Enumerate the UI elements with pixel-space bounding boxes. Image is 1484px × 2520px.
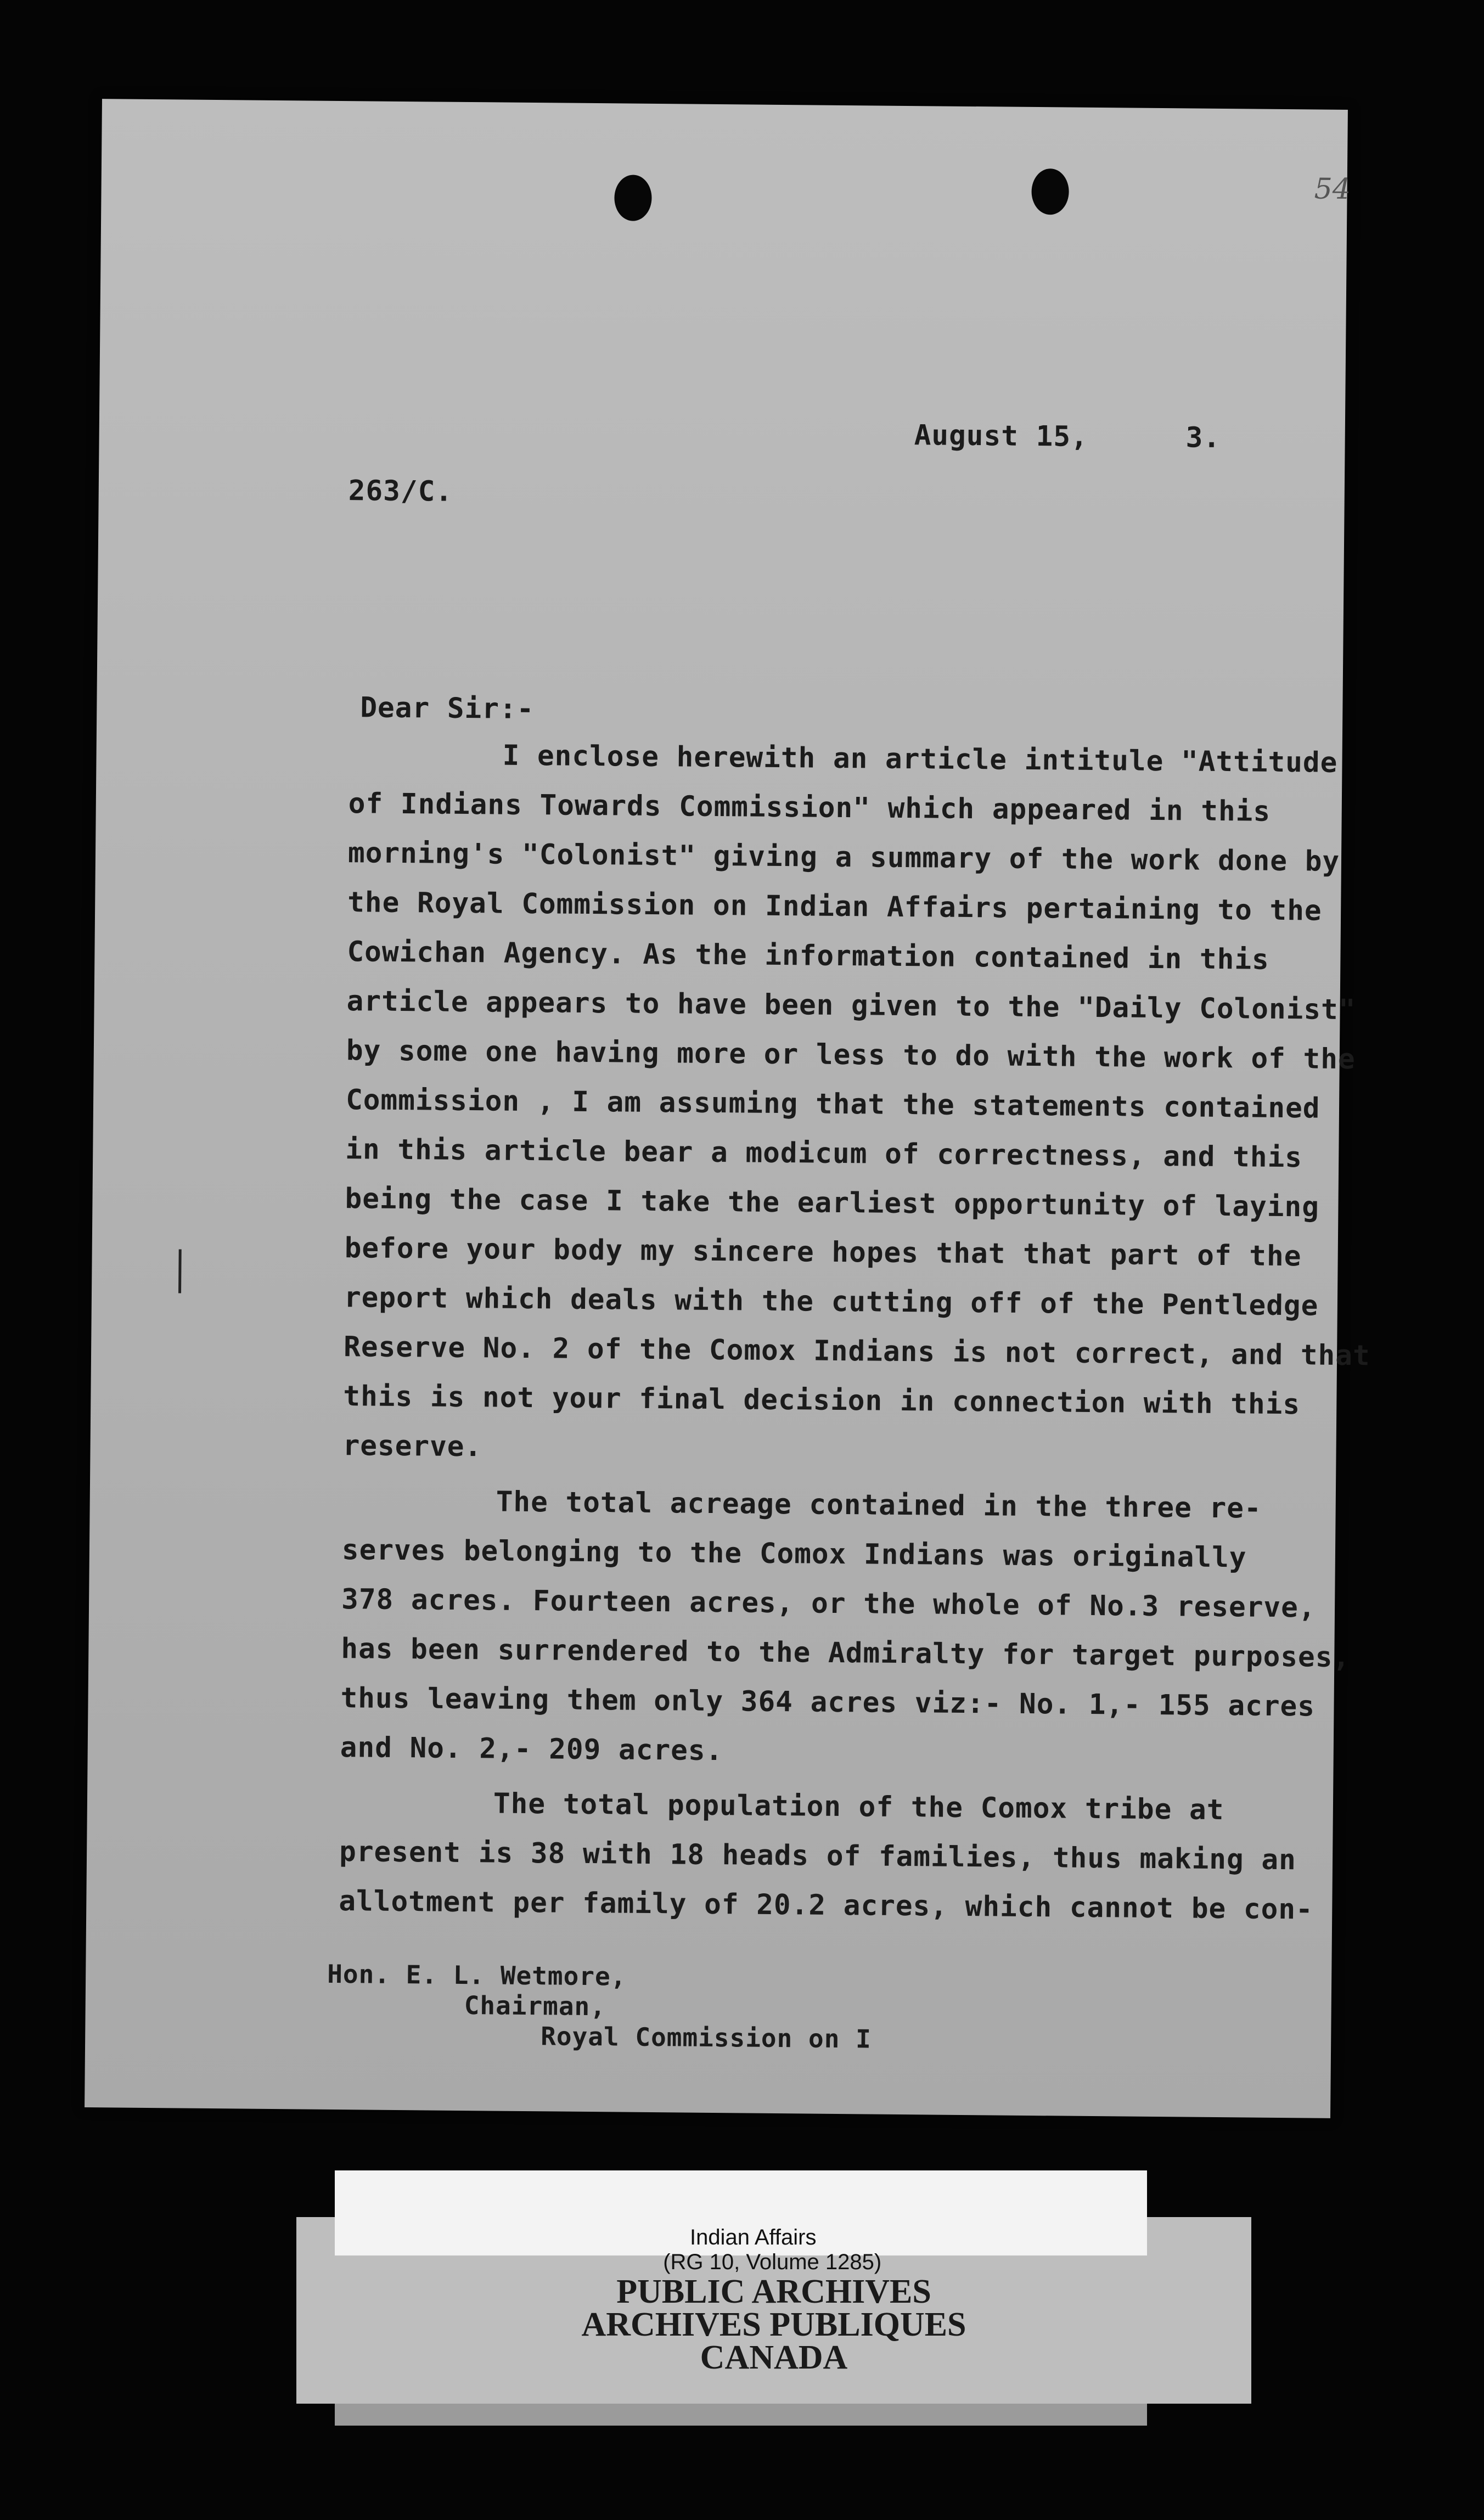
text-line: reserve. (342, 1430, 482, 1464)
text-line: the Royal Commission on Indian Affairs pertaining to the (347, 886, 1322, 927)
stamp-line: ARCHIVES PUBLIQUES (581, 2306, 966, 2343)
text-line: The total population of the Comox tribe at (493, 1787, 1224, 1827)
punch-hole-right (1031, 168, 1069, 215)
text-line: and No. 2,- 209 acres. (340, 1731, 723, 1768)
archive-reference: (RG 10, Volume 1285) (663, 2250, 882, 2274)
stamp-line: CANADA (700, 2339, 848, 2376)
text-line: by some one having more or less to do with the work of the (346, 1034, 1356, 1076)
text-line: allotment per family of 20.2 acres, which cannot be con- (339, 1885, 1314, 1926)
text-line: Cowichan Agency. As the information contained in this (347, 936, 1270, 976)
text-line: The total acreage contained in the three re- (496, 1486, 1262, 1525)
text-line: morning's "Colonist" giving a summary of the work done by (347, 837, 1340, 878)
punch-hole-left (614, 175, 652, 221)
text-line: I enclose herewith an article intitule "Attitude (502, 739, 1338, 779)
margin-pencil-mark (178, 1249, 182, 1293)
text-line: has been surrendered to the Admiralty for target purposes, (341, 1633, 1351, 1674)
text-line: in this article bear a modicum of correctness, and this (345, 1133, 1303, 1174)
label-strip (335, 2404, 1147, 2426)
text-line: article appears to have been given to the "Daily Colonist" (346, 985, 1356, 1027)
letter-date: August 15, (914, 419, 1089, 453)
text-line: before your body my sincere hopes that that part of the (344, 1232, 1302, 1273)
text-line: Commission , I am assuming that the statements contained (345, 1084, 1320, 1125)
letter-year-digit: 3. (1185, 421, 1221, 454)
text-line: this is not your final decision in connection with this (343, 1380, 1301, 1421)
addressee-title: Chairman, (464, 1990, 606, 2022)
text-line: thus leaving them only 364 acres viz:- No. 1,- 155 acres (340, 1682, 1316, 1723)
archive-label (335, 2170, 1147, 2274)
letter-page (85, 99, 1370, 2118)
text-line: of Indians Towards Commission" which appeared in this (348, 788, 1271, 828)
stamp-line: PUBLIC ARCHIVES (616, 2273, 931, 2310)
file-reference: 263/C. (348, 475, 453, 508)
text-line: serves belonging to the Comox Indians was originally (341, 1534, 1247, 1574)
archive-label-text (335, 2201, 1147, 2299)
archive-collection: Indian Affairs (689, 2225, 817, 2249)
text-line: Reserve No. 2 of the Comox Indians is not correct, and that (343, 1331, 1370, 1372)
salutation: Dear Sir:- (360, 691, 535, 726)
text-line: 378 acres. Fourteen acres, or the whole of No.3 reserve, (341, 1583, 1316, 1624)
addressee-name: Hon. E. L. Wetmore, (327, 1959, 627, 1992)
text-line: being the case I take the earliest opportunity of laying (345, 1183, 1320, 1224)
text-line: report which deals with the cutting off of the Pentledge (344, 1281, 1319, 1323)
folio-number: 54 (1314, 172, 1351, 206)
addressee-organization: Royal Commission on I (541, 2021, 872, 2054)
text-line: present is 38 with 18 heads of families, thus making an (339, 1836, 1297, 1877)
